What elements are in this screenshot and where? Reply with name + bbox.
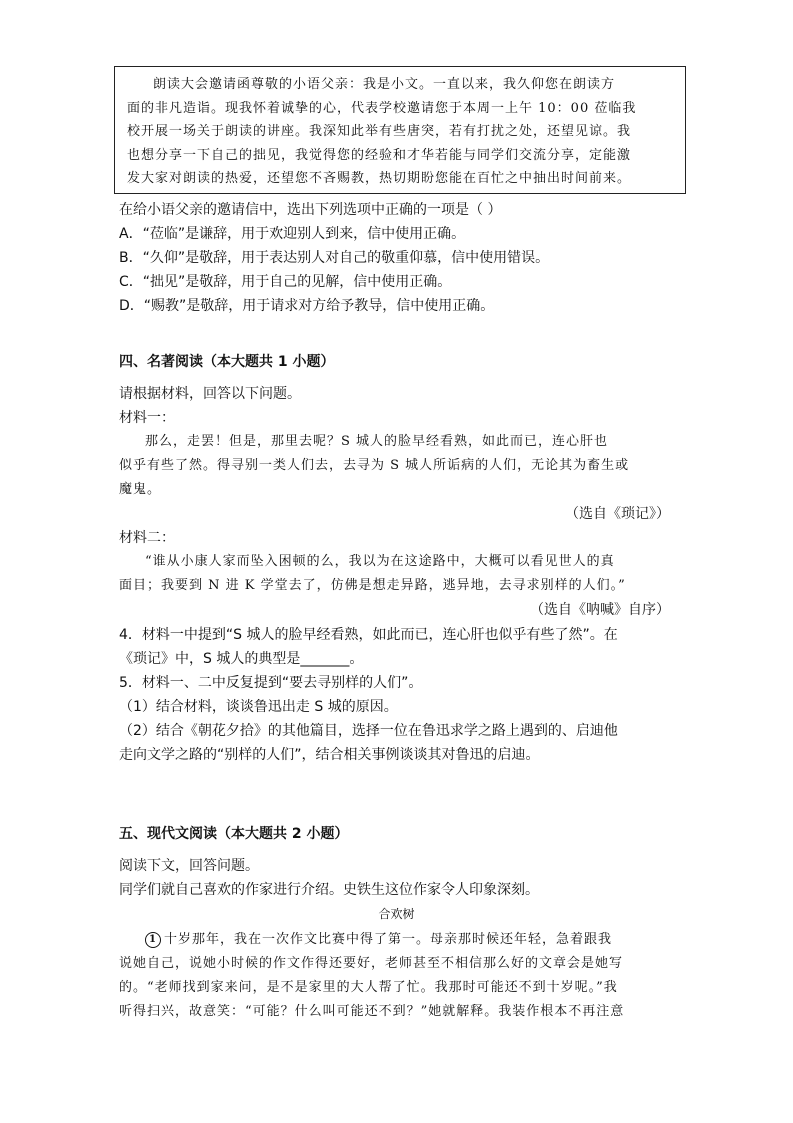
letter-line: 朗读大会邀请函尊敬的小语父亲：我是小文。一直以来，我久仰您在朗读方 bbox=[153, 77, 616, 92]
section-4-intro: 请根据材料，回答以下问题。 bbox=[119, 386, 301, 402]
section-5-intro-2: 同学们就自己喜欢的作家进行介绍。史铁生这位作家令人印象深刻。 bbox=[119, 882, 539, 898]
question-4-line: 4．材料一中提到“S 城人的脸早经看熟，如此而已，连心肝也似乎有些了然”。在 bbox=[119, 627, 618, 643]
paragraph-number: 1 bbox=[145, 932, 161, 948]
material-1-line: 魔鬼。 bbox=[119, 482, 162, 497]
question-5-line: 走向文学之路的“别样的人们”，结合相关事例谈谈其对鲁迅的启迪。 bbox=[119, 747, 540, 763]
question-5-line: （1）结合材料，谈谈鲁迅出走 S 城的原因。 bbox=[119, 699, 398, 715]
invitation-letter-box bbox=[114, 66, 686, 194]
material-1-label: 材料一： bbox=[119, 410, 175, 426]
section-4-title: 四、名著阅读（本大题共 1 小题） bbox=[119, 354, 335, 370]
article-line bbox=[145, 930, 612, 950]
letter-line: 面的非凡造诣。现我怀着诚挚的心，代表学校邀请您于本周一上午 10：00 莅临我 bbox=[127, 100, 637, 116]
section-5-title: 五、现代文阅读（本大题共 2 小题） bbox=[119, 826, 349, 842]
option-d: D．“赐教”是敬辞，用于请求对方给予教导，信中使用正确。 bbox=[119, 298, 495, 314]
question-5-line: 5．材料一、二中反复提到“要去寻别样的人们”。 bbox=[119, 675, 423, 691]
material-2-line: 面目；我要到 N 进 K 学堂去了，仿佛是想走异路，逃异地，去寻求别样的人们。” bbox=[119, 578, 626, 593]
letter-line: 校开展一场关于朗读的讲座。我深知此举有些唐突，若有打扰之处，还望见谅。我 bbox=[127, 124, 632, 139]
question-4-line: 《琐记》中，S 城人的典型是_______。 bbox=[119, 651, 364, 667]
letter-line: 也想分享一下自己的拙见，我觉得您的经验和才华若能与同学们交流分享，定能激 bbox=[127, 147, 632, 163]
article-line: 说她自己，说她小时候的作文作得还要好，老师甚至不相信那么好的文章会是她写 bbox=[119, 956, 624, 971]
question-3-stem: 在给小语父亲的邀请信中，选出下列选项中正确的一项是（ ） bbox=[119, 202, 502, 218]
section-5-intro: 阅读下文，回答问题。 bbox=[119, 858, 259, 874]
question-5-line: （2）结合《朝花夕拾》的其他篇目，选择一位在鲁迅求学之路上遇到的、启迪他 bbox=[119, 723, 618, 739]
option-b: B．“久仰”是敬辞，用于表达别人对自己的敬重仰慕，信中使用错误。 bbox=[119, 250, 550, 266]
article-line-text: 十岁那年，我在一次作文比赛中得了第一。母亲那时候还年轻，急着跟我 bbox=[164, 932, 613, 947]
material-1-line: 似乎有些了然。得寻别一类人们去，去寻为 S 城人所诟病的人们，无论其为畜生或 bbox=[119, 458, 630, 473]
article-line: 的。“老师找到家来问，是不是家里的大人帮了忙。我那时可能还不到十岁呢。”我 bbox=[119, 980, 618, 995]
option-c: C．“拙见”是敬辞，用于自己的见解，信中使用正确。 bbox=[119, 274, 452, 290]
article-line: 听得扫兴，故意笑：“可能？什么叫可能还不到？”她就解释。我装作根本不再注意 bbox=[119, 1004, 625, 1019]
article-title: 合欢树 bbox=[378, 907, 415, 921]
material-1-source: （选自《琐记》） bbox=[565, 506, 670, 522]
material-2-label: 材料二： bbox=[119, 530, 175, 546]
material-2-source: （选自《呐喊》自序） bbox=[530, 602, 670, 618]
letter-line: 发大家对朗读的热爱，还望您不吝赐教，热切期盼您能在百忙之中抽出时间前来。 bbox=[127, 171, 632, 186]
option-a: A．“莅临”是谦辞，用于欢迎别人到来，信中使用正确。 bbox=[119, 226, 466, 242]
material-1-line: 那么，走罢！但是，那里去呢？S 城人的脸早经看熟，如此而已，连心肝也 bbox=[145, 434, 609, 449]
material-2-line: “谁从小康人家而坠入困顿的么，我以为在这途路中，大概可以看见世人的真 bbox=[145, 554, 615, 569]
